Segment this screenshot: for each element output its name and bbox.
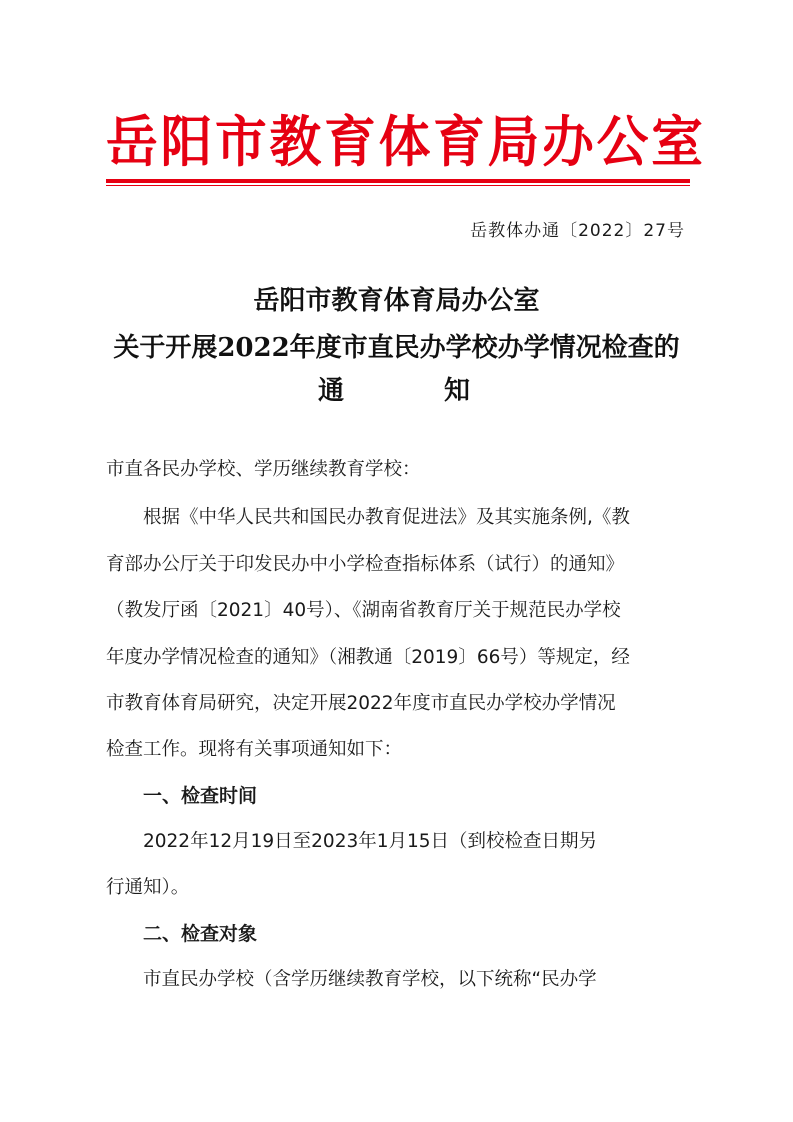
title-line-2: 关于开展2022年度市直民办学校办学情况检查的	[113, 333, 680, 363]
section-heading-time: 一、检查时间	[143, 785, 258, 807]
paragraph-line: 市教育体育局研究，决定开展2022年度市直民办学校办学情况	[106, 693, 616, 714]
paragraph-line: 根据《中华人民共和国民办教育促进法》及其实施条例,《教	[143, 507, 630, 528]
section-heading-target: 二、检查对象	[143, 923, 258, 945]
title-line-3	[318, 372, 498, 410]
paragraph-line: 2022年12月19日至2023年1月15日（到校检查日期另	[143, 831, 598, 852]
paragraph-line: 行通知）。	[106, 877, 190, 898]
title-notice-char-2: 知	[444, 376, 471, 406]
title-line-1: 岳阳市教育体育局办公室	[253, 286, 540, 316]
red-header-rule	[106, 179, 690, 183]
paragraph-line: （教发厅函〔2021〕40号）、《湖南省教育厅关于规范民办学校	[106, 600, 621, 621]
issuing-office-header: 岳阳市教育体育局办公室	[106, 109, 706, 174]
paragraph-line: 检查工作。现将有关事项通知如下：	[106, 739, 403, 760]
paragraph-line: 年度办学情况检查的通知》（湘教通〔2019〕66号）等规定，经	[106, 647, 630, 668]
red-header-rule-thin	[106, 185, 690, 186]
paragraph-line: 育部办公厅关于印发民办中小学检查指标体系（试行）的通知》	[106, 554, 625, 575]
document-number: 岳教体办通〔2022〕27号	[470, 221, 685, 241]
salutation: 市直各民办学校、学历继续教育学校：	[106, 459, 421, 480]
paragraph-line: 市直民办学校（含学历继续教育学校，以下统称“民办学	[143, 969, 597, 990]
title-notice-char-1: 通	[318, 376, 345, 406]
